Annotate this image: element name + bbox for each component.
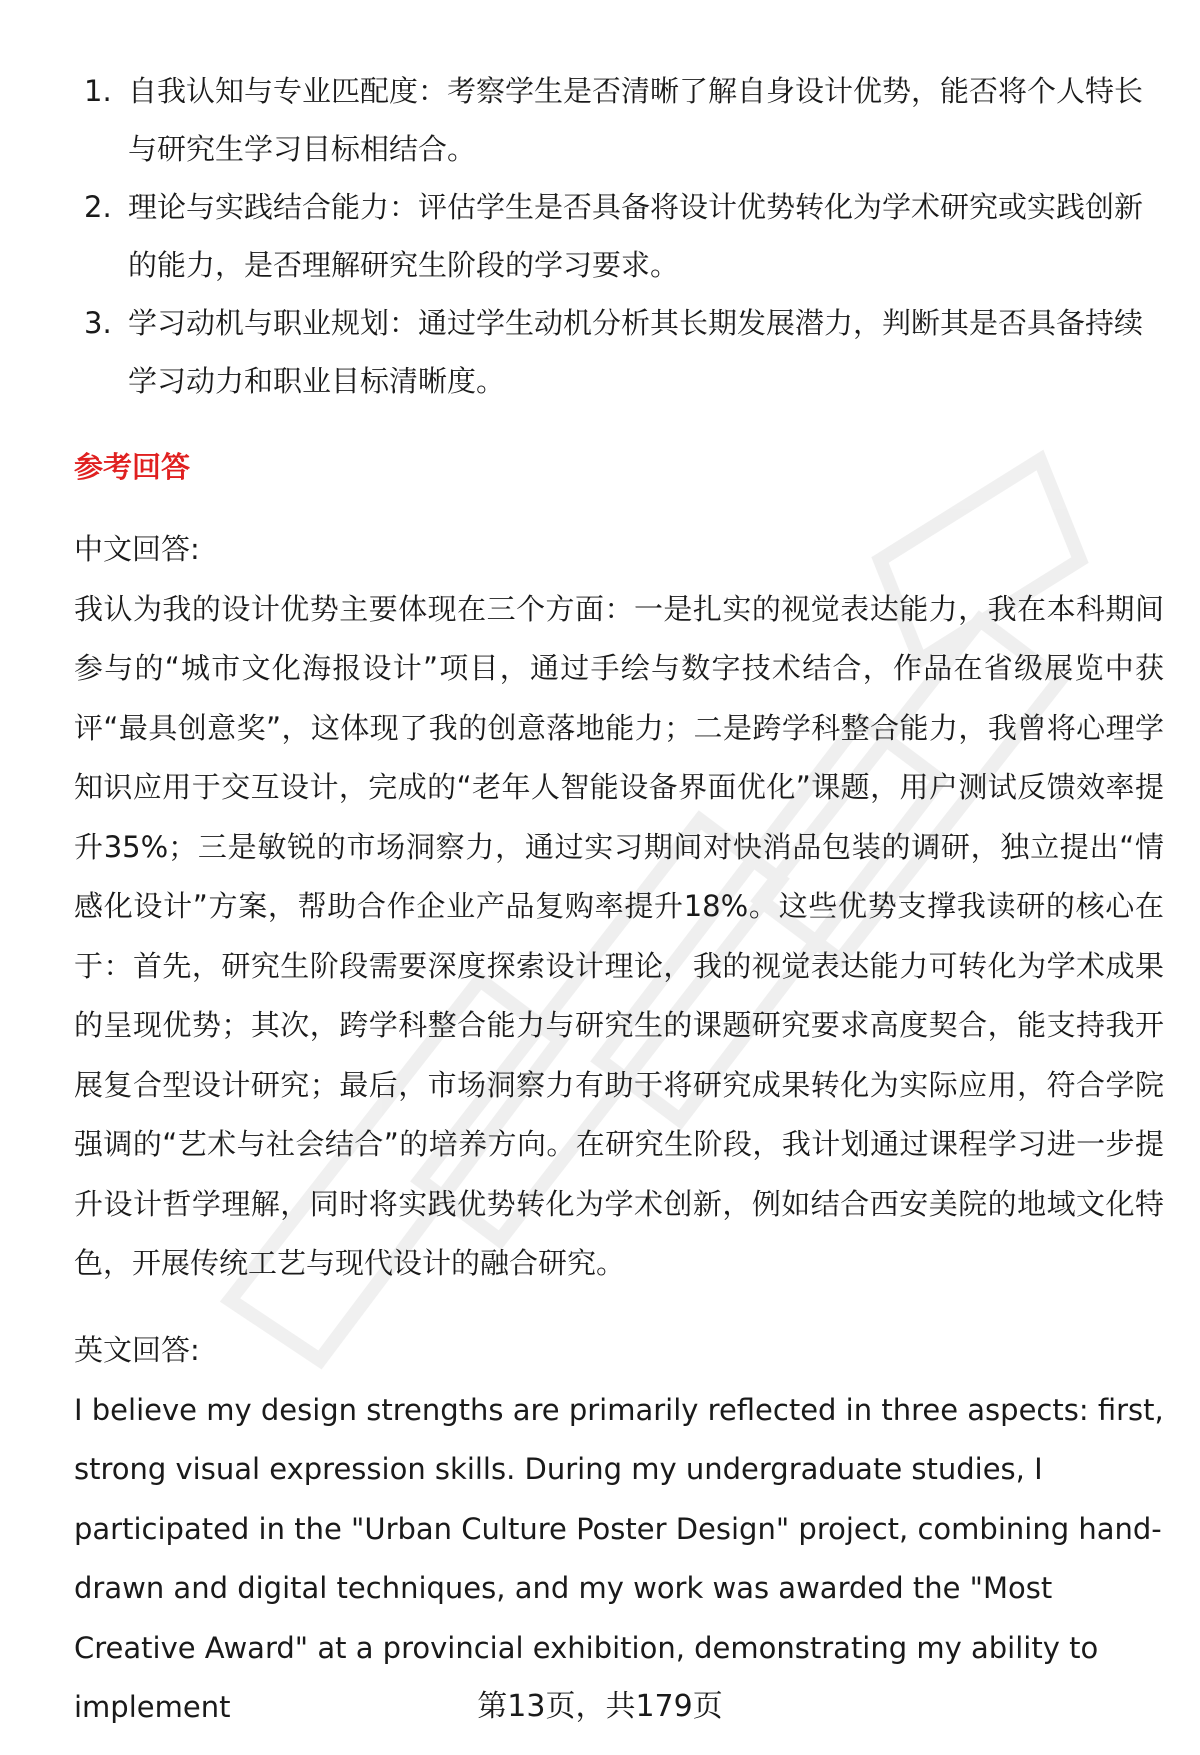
english-answer-label: 英文回答: [74, 1333, 200, 1367]
criteria-item [74, 62, 1154, 178]
criteria-text: 学习动机与职业规划：通过学生动机分析其长期发展潜力，判断其是否具备持续学习动力和职业目标清晰度。 [128, 306, 1144, 398]
criteria-item [74, 178, 1154, 294]
criteria-text: 理论与实践结合能力：评估学生是否具备将设计优势转化为学术研究或实践创新的能力，是否理解研究生阶段的学习要求。 [128, 190, 1144, 282]
english-answer-text: I believe my design strengths are primarily reflected in three aspects: first, strong visual expression skills. During my undergraduate studies, I participated in the "Urban Culture Poster Design" project, combining hand-drawn and digital techniques, and my work was awarded the "Most Creative Award" at a provincial exhibition, demonstrating my ability to implement [74, 1392, 1164, 1724]
chinese-answer-section [74, 520, 1164, 1294]
chinese-answer-text: 我认为我的设计优势主要体现在三个方面：一是扎实的视觉表达能力，我在本科期间参与的“城市文化海报设计”项目，通过手绘与数字技术结合，作品在省级展览中获评“最具创意奖”，这体现了我的创意落地能力；二是跨学科整合能力，我曾将心理学知识应用于交互设计，完成的“老年人智能设备界面优化”课题，用户测试反馈效率提升35%；三是敏锐的市场洞察力，通过实习期间对快消品包装的调研，独立提出“情感化设计”方案，帮助合作企业产品复购率提升18%。这些优势支撑我读研的核心在于：首先，研究生阶段需要深度探索设计理论，我的视觉表达能力可转化为学术成果的呈现优势；其次，跨学科整合能力与研究生的课题研究要求高度契合，能支持我开展复合型设计研究；最后，市场洞察力有助于将研究成果转化为实际应用，符合学院强调的“艺术与社会结合”的培养方向。在研究生阶段，我计划通过课程学习进一步提升设计哲学理解，同时将实践优势转化为学术创新，例如结合西安美院的地域文化特色，开展传统工艺与现代设计的融合研究。 [74, 591, 1164, 1280]
page-number-footer: 第13页，共179页 [477, 1689, 723, 1724]
english-answer-section [74, 1321, 1164, 1738]
criteria-list [74, 62, 1154, 410]
criteria-number: 1. [84, 74, 112, 108]
criteria-text: 自我认知与专业匹配度：考察学生是否清晰了解自身设计优势，能否将个人特长与研究生学习目标相结合。 [128, 74, 1144, 166]
chinese-answer-label: 中文回答: [74, 532, 200, 566]
criteria-number: 3. [84, 306, 112, 340]
reference-answer-heading: 参考回答 [74, 450, 191, 484]
criteria-number: 2. [84, 190, 112, 224]
criteria-item [74, 294, 1154, 410]
